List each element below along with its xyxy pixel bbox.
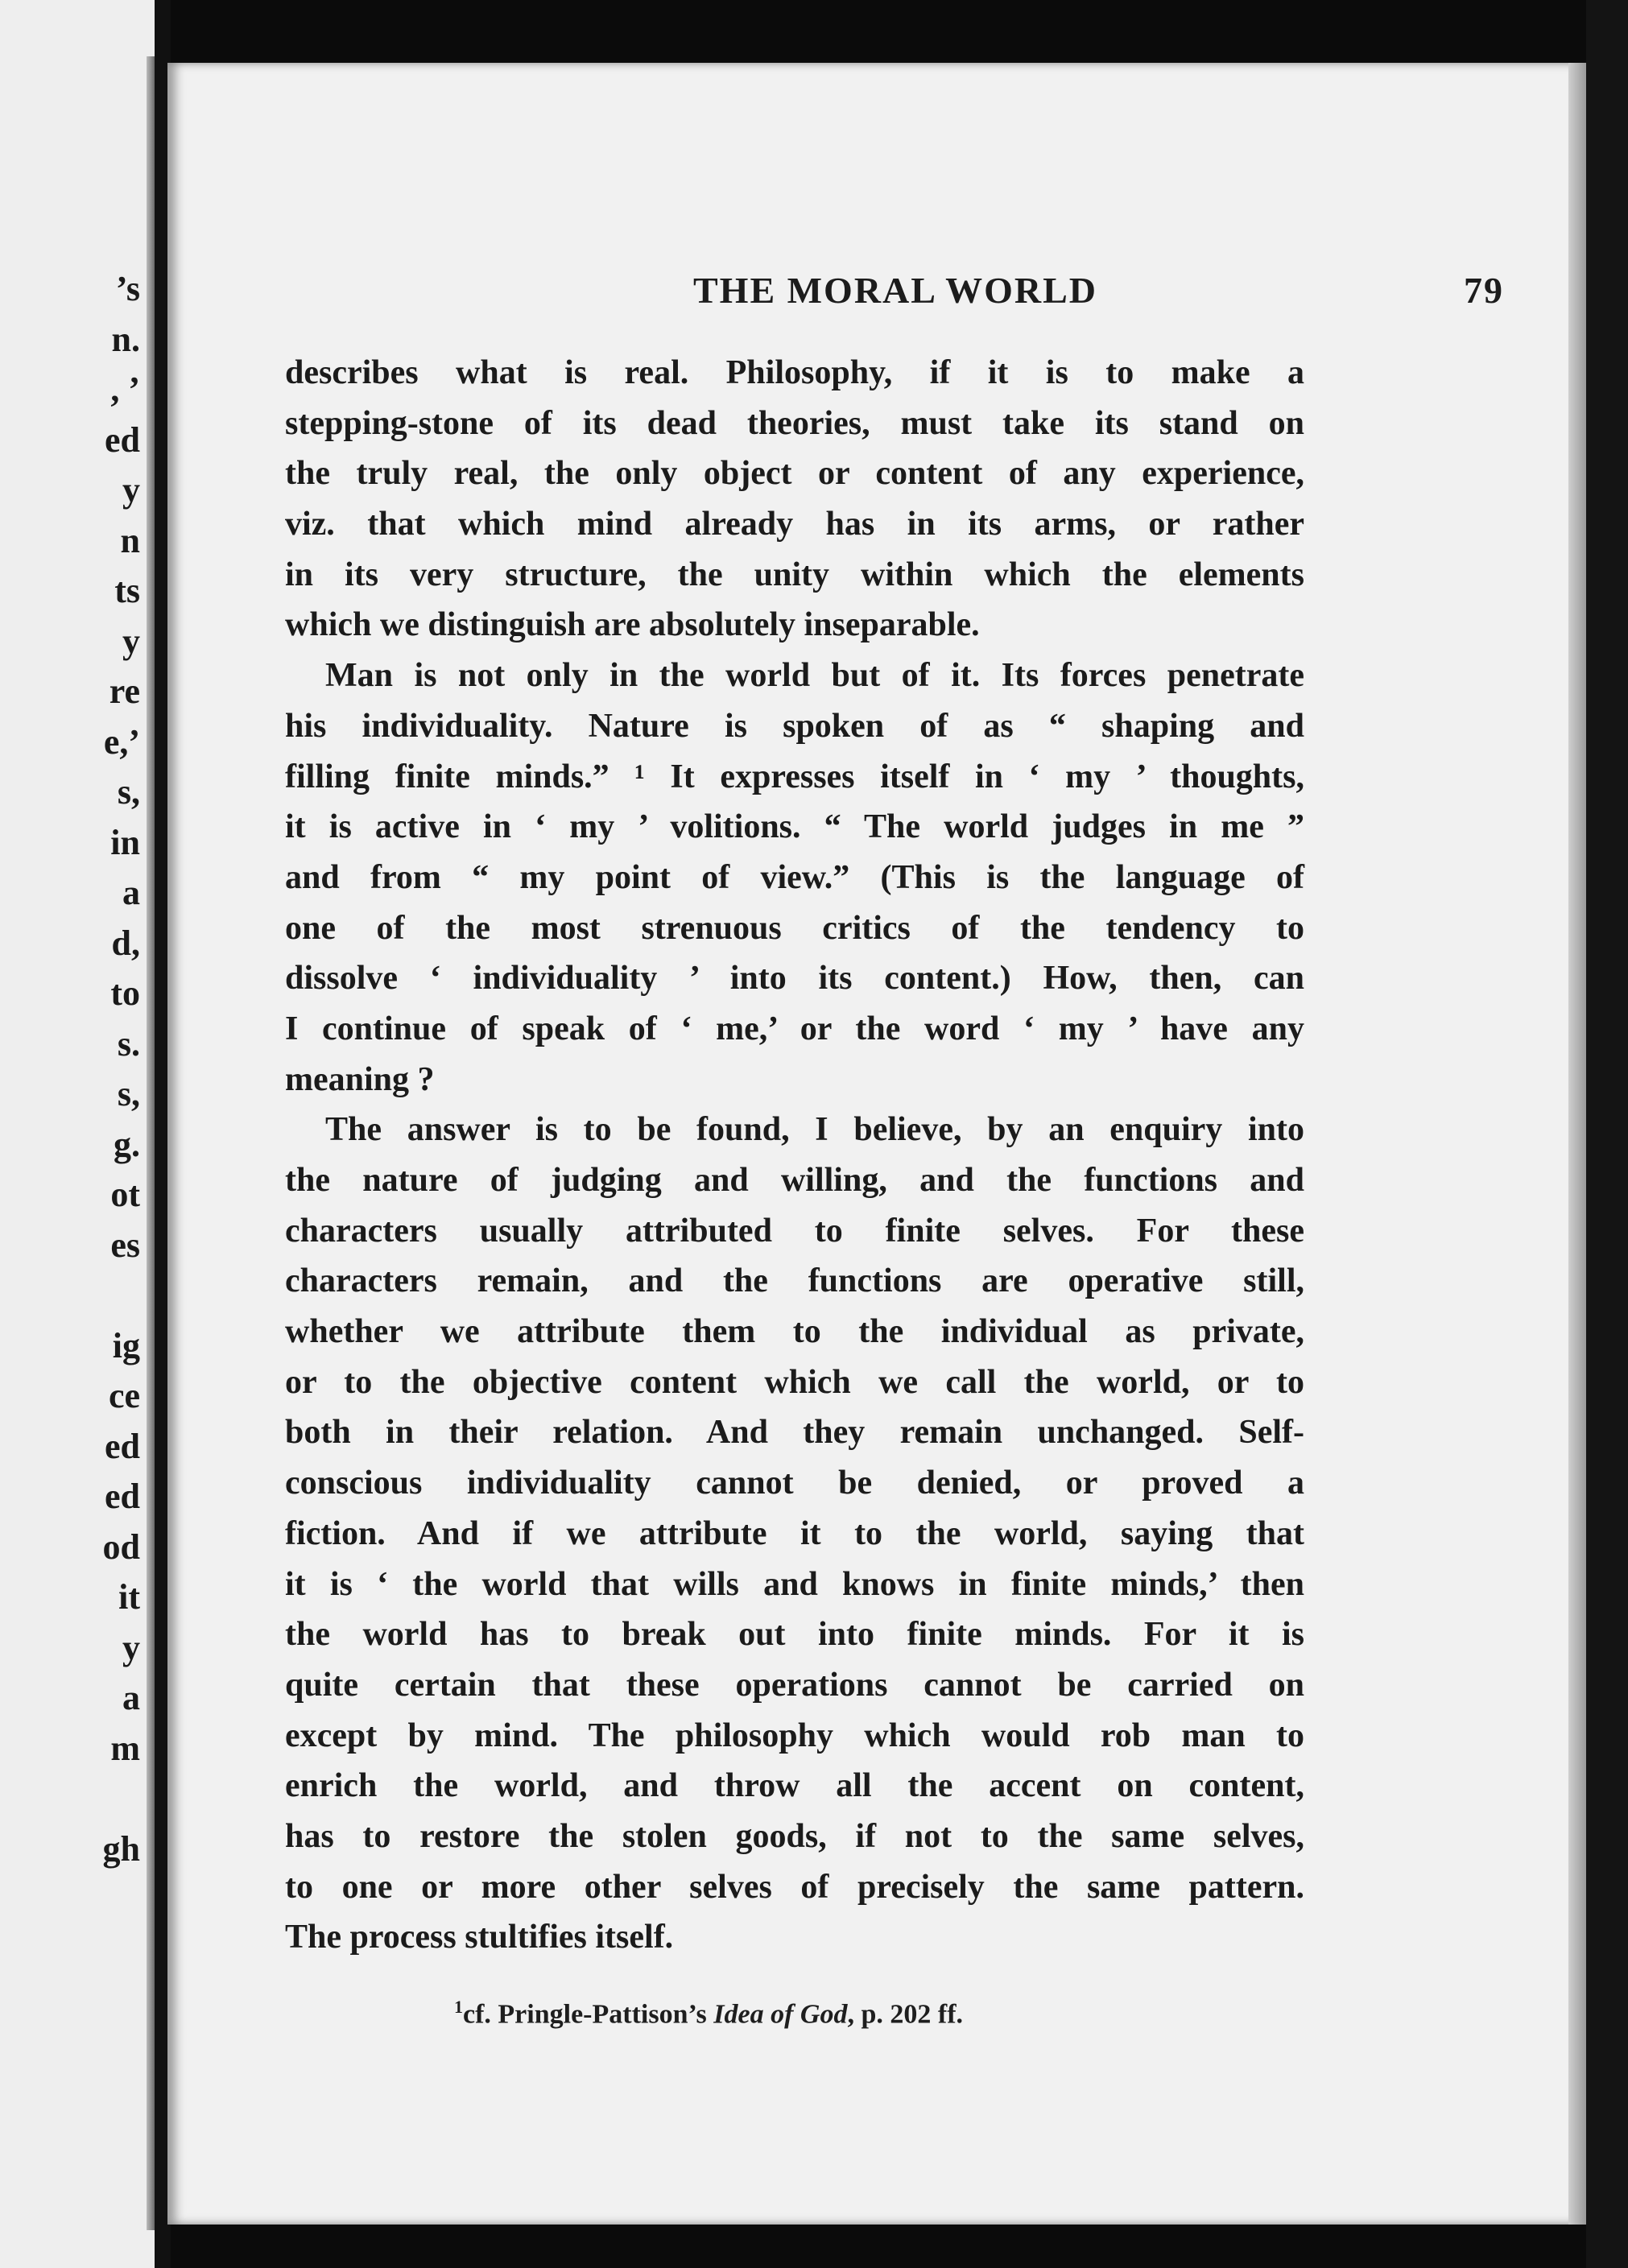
text-line: the world has to break out into finite minds. For it is (285, 1616, 1304, 1654)
book-page (167, 63, 1578, 2225)
page-number: 79 (1464, 270, 1504, 311)
fragment-line: y (122, 621, 140, 661)
text-line: filling finite minds.” ¹ It expresses itself in ‘ my ’ thoughts, (285, 758, 1304, 795)
fragment-line: y (122, 1627, 140, 1667)
text-line: stepping-stone of its dead theories, must take its stand on (285, 404, 1304, 442)
text-line: in its very structure, the unity within which the elements (285, 556, 1304, 593)
footnote-marker: 1 (454, 1997, 463, 2017)
paragraph (285, 1105, 1304, 1963)
fragment-line: a (122, 873, 140, 912)
running-title: THE MORAL WORLD (693, 270, 1097, 311)
fragment-line: m (110, 1728, 140, 1768)
text-line: enrich the world, and throw all the accent on content, (285, 1767, 1304, 1805)
footnote (454, 1997, 963, 2030)
fragment-line: s, (117, 772, 140, 812)
page-right-edge (1568, 63, 1586, 2225)
text-line: it is active in ‘ my ’ volitions. “ The world judges in me ” (285, 808, 1304, 846)
text-line: The answer is to be found, I believe, by an enquiry into (325, 1111, 1304, 1149)
previous-page-shadow (147, 56, 155, 2230)
fragment-line: re (109, 671, 140, 711)
text-line: whether we attribute them to the individual as private, (285, 1313, 1304, 1351)
fragment-line: in (110, 822, 140, 862)
text-line: both in their relation. And they remain unchanged. Self- (285, 1414, 1304, 1452)
running-header (287, 261, 1504, 319)
text-line: one of the most strenuous critics of the tendency to (285, 909, 1304, 947)
fragment-line: to (110, 973, 140, 1013)
text-line: Man is not only in the world but of it. Its forces penetrate (325, 657, 1304, 695)
fragment-line: d, (111, 923, 140, 963)
footnote-book-title: Idea of God (713, 1999, 848, 2030)
fragment-line: ed (105, 419, 140, 460)
text-line: has to restore the stolen goods, if not to the same selves, (285, 1817, 1304, 1855)
text-line: dissolve ‘ individuality ’ into its content.) How, then, can (285, 960, 1304, 998)
text-line: his individuality. Nature is spoken of as “ shaping and (285, 707, 1304, 745)
fragment-line: n (120, 520, 140, 560)
fragment-line: g. (114, 1124, 140, 1164)
fragment-line: ce (108, 1376, 140, 1415)
text-line: the nature of judging and willing, and the functions and (285, 1162, 1304, 1199)
fragment-line: a (122, 1678, 140, 1717)
fragment-line: ed (105, 1477, 140, 1516)
fragment-line: ig (112, 1325, 140, 1365)
fragment-line: ts (114, 571, 140, 610)
text-line: except by mind. The philosophy which would rob man to (285, 1716, 1304, 1754)
fragment-line (103, 1270, 140, 1321)
paragraph (285, 651, 1304, 1105)
text-line: characters remain, and the functions are operative still, (285, 1262, 1304, 1300)
body-text (285, 348, 1304, 1963)
fragment-line: s, (117, 1074, 140, 1113)
text-line: which we distinguish are absolutely inseparable. (285, 606, 980, 644)
text-line: the truly real, the only object or content of any experience, (285, 455, 1304, 493)
text-line: The process stultifies itself. (285, 1919, 674, 1956)
fragment-line: es (110, 1225, 140, 1265)
fragment-line: e,’ (103, 721, 140, 762)
text-line: conscious individuality cannot be denied, or proved a (285, 1464, 1304, 1502)
fragment-line: , ’ (110, 370, 140, 409)
fragment-line: y (122, 470, 140, 510)
fragment-line: ’s (115, 269, 140, 308)
text-line: quite certain that these operations cannot be carried on (285, 1666, 1304, 1704)
text-line: to one or more other selves of precisely the same pattern. (285, 1868, 1304, 1906)
previous-page-edge (0, 0, 158, 2268)
fragment-line: n. (111, 319, 140, 359)
text-line: or to the objective content which we call the world, or to (285, 1363, 1304, 1401)
fragment-line: it (118, 1577, 140, 1617)
text-line: it is ‘ the world that wills and knows in finite minds,’ then (285, 1565, 1304, 1603)
fragment-line (103, 1774, 140, 1824)
previous-page-text-fragments (103, 264, 140, 1874)
footnote-prefix: cf. Pringle-Pattison’s (463, 1999, 714, 2030)
text-line: describes what is real. Philosophy, if it is to make a (285, 354, 1304, 391)
fragment-line: gh (102, 1828, 140, 1869)
fragment-line: s. (117, 1023, 140, 1064)
fragment-line: ot (110, 1175, 140, 1214)
text-line: meaning ? (285, 1060, 435, 1098)
text-line: characters usually attributed to finite selves. For these (285, 1212, 1304, 1250)
fragment-line: od (102, 1526, 140, 1567)
footnote-suffix: , p. 202 ff. (847, 1999, 964, 2030)
text-line: fiction. And if we attribute it to the world, saying that (285, 1514, 1304, 1552)
text-line: and from “ my point of view.” (This is the language of (285, 858, 1304, 896)
text-line: I continue of speak of ‘ me,’ or the word ‘ my ’ have any (285, 1010, 1304, 1047)
fragment-line: ed (105, 1426, 140, 1466)
scanner-border (1586, 0, 1628, 2268)
text-line: viz. that which mind already has in its arms, or rather (285, 506, 1304, 543)
paragraph (285, 348, 1304, 651)
